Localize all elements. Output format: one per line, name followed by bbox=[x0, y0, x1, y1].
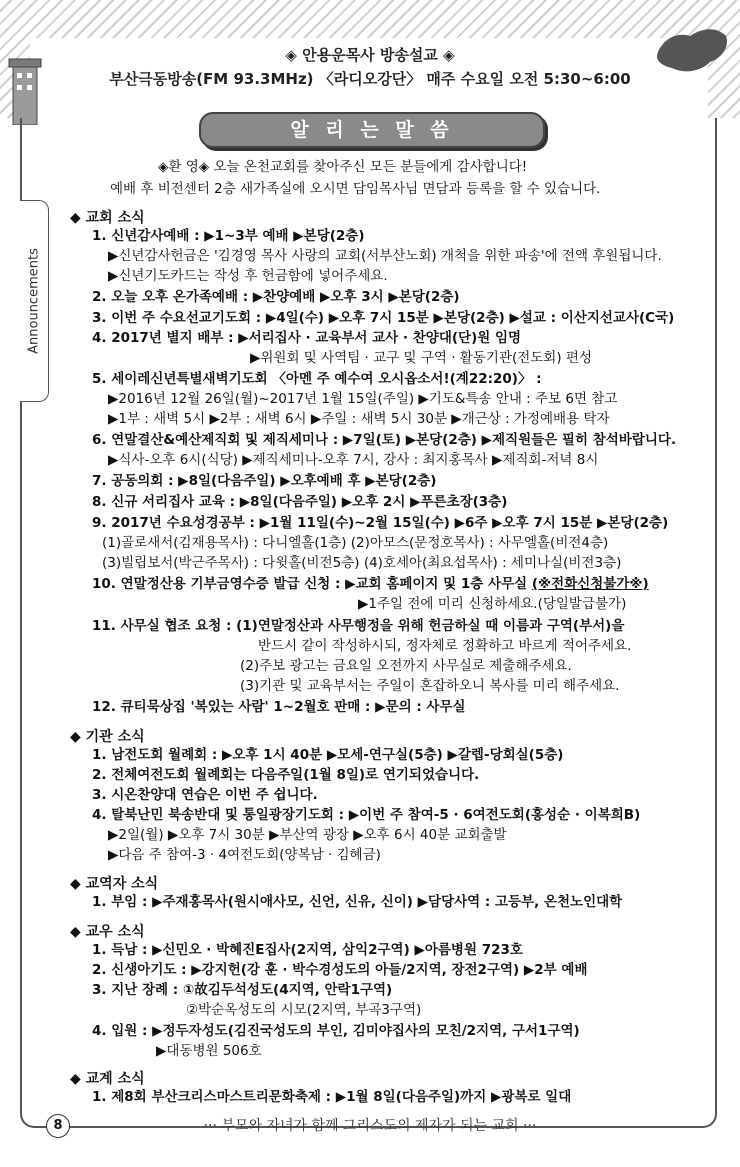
member-item-3-note: ②박순옥성도의 시모(2지역, 부곡3구역) bbox=[186, 1002, 422, 1018]
church-item-5-note: ▶1부 : 새벽 5시 ▶2부 : 새벽 6시 ▶주일 : 새벽 5시 30분 ▶개근상 : 가정예배용 탁자 bbox=[108, 411, 610, 427]
side-tab bbox=[20, 200, 49, 402]
church-item-10-note: ▶1주일 전에 미리 신청하세요.(당일발급불가) bbox=[358, 596, 627, 612]
section-org-news: ◆ 기관 소식 bbox=[70, 729, 145, 745]
broadcast-title: ◈ 안용운목사 방송설교 ◈ bbox=[285, 46, 455, 64]
section-wider-news: ◆ 교계 소식 bbox=[70, 1071, 145, 1087]
church-item-3: 3. 이번 주 수요선교기도회 : ▶4일(수) ▶오후 7시 15분 ▶본당(2층) ▶설교 : 이산지선교사(C국) bbox=[92, 310, 675, 326]
section-church-news: ◆ 교회 소식 bbox=[70, 210, 145, 226]
church-item-9-class: (3)빌립보서(박근주목사) : 다윗홀(비전5층) (4)호세아(최요섭목사) : 세미나실(비전3층) bbox=[102, 555, 622, 571]
church-item-10-warning: (※전화신청불가※) bbox=[531, 576, 649, 592]
section-staff-news: ◆ 교역자 소식 bbox=[70, 876, 159, 892]
church-item-12: 12. 큐티묵상집 '복있는 사람' 1~2월호 판매 : ▶문의 : 사무실 bbox=[92, 699, 466, 715]
church-item-5: 5. 세이레신년특별새벽기도회 〈아멘 주 예수여 오시옵소서!(계22:20)〉 : bbox=[92, 371, 542, 387]
org-item-2: 2. 전체여전도회 월례회는 다음주일(1월 8일)로 연기되었습니다. bbox=[92, 767, 480, 783]
church-item-10 bbox=[92, 575, 649, 593]
church-item-11: 11. 사무실 협조 요청 : (1)연말정산과 사무행정을 위해 헌금하실 때 이름과 구역(부서)을 bbox=[92, 618, 625, 634]
church-item-5-note: ▶2016년 12월 26일(월)~2017년 1월 15일(주일) ▶기도&특송 안내 : 주보 6면 참고 bbox=[108, 391, 618, 407]
church-item-11-note: (2)주보 광고는 금요일 오전까지 사무실로 제출해주세요. bbox=[240, 658, 572, 674]
member-item-1: 1. 득남 : ▶신민오 · 박혜진E집사(2지역, 삼익2구역) ▶아름병원 723호 bbox=[92, 942, 523, 958]
church-item-9: 9. 2017년 수요성경공부 : ▶1월 11일(수)~2월 15일(수) ▶6주 ▶오후 7시 15분 ▶본당(2층) bbox=[92, 515, 669, 531]
church-item-1-note: ▶신년감사헌금은 '김경영 목사 사랑의 교회(서부산노회) 개척을 위한 파송'에 전액 후원됩니다. bbox=[108, 248, 662, 264]
church-building-icon bbox=[5, 55, 45, 125]
church-item-11-note: 반드시 같이 작성하시되, 정자체로 정확하고 바르게 적어주세요. bbox=[258, 638, 632, 654]
welcome-line: ◈환 영◈ 오늘 온천교회를 찾아주신 모든 분들에게 감사합니다! bbox=[158, 159, 528, 175]
church-item-11-note: (3)기관 및 교육부서는 주일이 혼잡하오니 복사를 미리 해주세요. bbox=[240, 678, 620, 694]
church-item-8: 8. 신규 서리집사 교육 : ▶8일(다음주일) ▶오후 2시 ▶푸른초장(3층) bbox=[92, 494, 508, 510]
church-item-2: 2. 오늘 오후 온가족예배 : ▶찬양예배 ▶오후 3시 ▶본당(2층) bbox=[92, 289, 460, 305]
org-item-4-note: ▶2일(월) ▶오후 7시 30분 ▶부산역 광장 ▶오후 6시 40분 교회출발 bbox=[108, 827, 507, 843]
church-item-9-class: (1)골로새서(김재용목사) : 다니엘홀(1층) (2)아모스(문정호목사) : 사무엘홀(비전4층) bbox=[102, 535, 609, 551]
church-item-6-note: ▶식사-오후 6시(식당) ▶제직세미나-오후 7시, 강사 : 최지홍목사 ▶제직회-저녁 8시 bbox=[108, 452, 599, 468]
church-item-1: 1. 신년감사예배 : ▶1~3부 예배 ▶본당(2층) bbox=[92, 228, 365, 244]
church-item-10-text: 10. 연말정산용 기부금영수증 발급 신청 : ▶교회 홈페이지 및 1층 사무실 bbox=[92, 576, 532, 592]
page-number: 8 bbox=[46, 1114, 70, 1138]
member-item-4-note: ▶대동병원 506호 bbox=[156, 1043, 262, 1059]
wider-item-1: 1. 제8회 부산크리스마스트리문화축제 : ▶1월 8일(다음주일)까지 ▶광복로 일대 bbox=[92, 1089, 572, 1105]
church-item-4: 4. 2017년 별지 배부 : ▶서리집사 · 교육부서 교사 · 찬양대(단)원 임명 bbox=[92, 330, 522, 346]
broadcast-schedule: 부산극동방송(FM 93.3MHz) 〈라디오강단〉 매주 수요일 오전 5:30~6:00 bbox=[109, 70, 631, 88]
church-item-1-note: ▶신년기도카드는 작성 후 헌금함에 넣어주세요. bbox=[108, 268, 388, 284]
side-tab-label: Announcements bbox=[26, 248, 42, 354]
org-item-1: 1. 남전도회 월례회 : ▶오후 1시 40분 ▶모세-연구실(5층) ▶갈렙-당회실(5층) bbox=[92, 747, 564, 763]
member-item-2: 2. 신생아기도 : ▶강지헌(강 훈 · 박수경성도의 아들/2지역, 장전2구역) ▶2부 예배 bbox=[92, 962, 588, 978]
church-item-6: 6. 연말결산&예산제직회 및 제직세미나 : ▶7일(토) ▶본당(2층) ▶제직원들은 필히 참석바랍니다. bbox=[92, 432, 677, 448]
staff-item-1: 1. 부임 : ▶주재홍목사(원시애사모, 신언, 신유, 신이) ▶담당사역 : 고등부, 온천노인대학 bbox=[92, 894, 623, 910]
church-item-4-note: ▶위원회 및 사역팀 · 교구 및 구역 · 활동기관(전도회) 편성 bbox=[250, 350, 592, 366]
section-member-news: ◆ 교우 소식 bbox=[70, 924, 145, 940]
org-item-3: 3. 시온찬양대 연습은 이번 주 쉽니다. bbox=[92, 787, 318, 803]
welcome-note: 예배 후 비전센터 2층 새가족실에 오시면 담임목사님 면담과 등록을 할 수 있습니다. bbox=[110, 181, 601, 197]
org-item-4: 4. 탈북난민 북송반대 및 통일광장기도회 : ▶이번 주 참여-5 · 6여전도회(홍성순 · 이복희B) bbox=[92, 807, 641, 823]
footer-motto: ··· 부모와 자녀가 함께 그리스도의 제자가 되는 교회 ··· bbox=[203, 1118, 537, 1134]
announcements-banner: 알 리 는 말 씀 bbox=[199, 112, 545, 148]
member-item-3: 3. 지난 장례 : ①故김두석성도(4지역, 안락1구역) bbox=[92, 982, 393, 998]
church-item-7: 7. 공동의회 : ▶8일(다음주일) ▶오후예배 후 ▶본당(2층) bbox=[92, 473, 437, 489]
member-item-4: 4. 입원 : ▶정두자성도(김진국성도의 부인, 김미야집사의 모친/2지역, 구서1구역) bbox=[92, 1023, 580, 1039]
org-item-4-note: ▶다음 주 참여-3 · 4여전도회(양복남 · 김혜금) bbox=[108, 847, 381, 863]
